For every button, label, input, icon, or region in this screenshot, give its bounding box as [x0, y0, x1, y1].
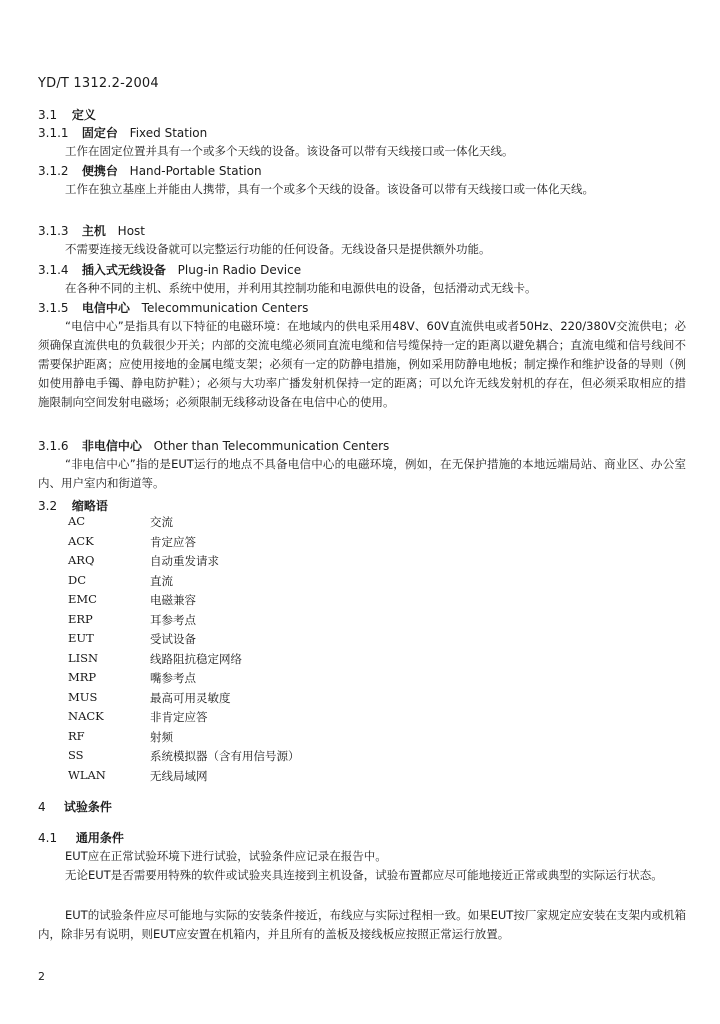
- section-title-en: Telecommunication Centers: [141, 301, 309, 315]
- section-title: 通用条件: [75, 831, 124, 845]
- abbreviation: EMC: [68, 592, 97, 606]
- section-title: 缩略语: [71, 499, 108, 513]
- abbreviation-row: [68, 729, 428, 749]
- heading-3-1-5: [38, 299, 308, 316]
- section-number: 3.1.5: [38, 301, 69, 315]
- heading-3-1: [38, 106, 104, 123]
- definition-text: 在各种不同的主机、系统中使用，并利用其控制功能和电源供电的设备，包括滑动式无线卡。: [65, 281, 537, 295]
- section-title-en: Hand-Portable Station: [129, 164, 262, 178]
- abbreviation-row: [68, 592, 428, 612]
- body-paragraph: EUT的试验条件应尽可能地与实际的安装条件接近，布线应与实际过程相一致。如果EUT按厂家规定应安装在支架内或机箱内，除非另有说明，则EUT应安置在机箱内，并且所有的盖板及接线板应按照正常运行放置。: [38, 908, 686, 941]
- abbreviation-meaning: 肯定应答: [150, 534, 196, 549]
- heading-3-2: [38, 497, 116, 514]
- section-title-en: Plug-in Radio Device: [177, 263, 302, 277]
- abbreviation-row: [68, 709, 428, 729]
- heading-4-1: [38, 829, 132, 846]
- section-title-en: Host: [117, 224, 145, 238]
- abbreviation-row: [68, 748, 428, 768]
- abbreviation-meaning: 耳参考点: [150, 612, 196, 627]
- heading-3-1-3: [38, 222, 145, 239]
- section-title: 试验条件: [63, 800, 112, 814]
- definition-text: “电信中心”是指具有以下特征的电磁环境：在地域内的供电采用48V、60V直流供电或者50Hz、220/380V交流供电；必须确保直流供电的负载很少开关；内部的交流电缆必须同直流电缆和信号缆保持一定的距离以避免耦合；直流电缆和信号线间不需要保护距离；应使用接地的金属电缆支架；必须有一定的防静电措施，例如采用防静电地板；制定操作和维护设备的导则（例如使用静电手镯、静电防护鞋）；必须与大功率广播发射机保持一定的距离；可以允许无线发射机的存在，但必须采取相应的措施限制向空间发射电磁场；必须限制无线移动设备在电信中心的使用。: [38, 319, 686, 409]
- section-number: 3.1.3: [38, 224, 69, 238]
- abbreviation-row: [68, 768, 428, 788]
- abbreviation: SS: [68, 748, 84, 762]
- abbreviation: ERP: [68, 611, 93, 626]
- abbreviation-meaning: 电磁兼容: [150, 593, 196, 607]
- abbreviation-meaning: 直流: [150, 573, 173, 588]
- abbreviation-meaning: 无线局域网: [150, 768, 208, 783]
- abbreviation: AC: [68, 514, 86, 528]
- abbreviation-meaning: 非肯定应答: [150, 710, 208, 724]
- abbreviation-meaning: 自动重发请求: [150, 554, 219, 568]
- section-number: 4.1: [38, 831, 58, 845]
- page-number: 2: [38, 970, 45, 983]
- definition-text: 不需要连接无线设备就可以完整运行功能的任何设备。无线设备只是提供额外功能。: [65, 242, 491, 256]
- body-paragraph: EUT应在正常试验环境下进行试验，试验条件应记录在报告中。: [65, 849, 387, 863]
- body-paragraph: 无论EUT是否需要用特殊的软件或试验夹具连接到主机设备，试验布置都应尽可能地接近正常或典型的实际运行状态。: [65, 868, 663, 882]
- section-title: 电信中心: [81, 301, 130, 315]
- abbreviation-row: [68, 651, 428, 671]
- abbreviation: RF: [68, 728, 85, 743]
- section-title-en: Fixed Station: [129, 126, 208, 140]
- section-number: 3.1.1: [38, 126, 69, 140]
- section-number: 3.2: [38, 499, 58, 513]
- abbreviation-row: [68, 514, 428, 534]
- abbreviation-row: [68, 534, 428, 554]
- abbreviation: LISN: [68, 650, 99, 665]
- abbreviation-meaning: 最高可用灵敏度: [150, 690, 231, 705]
- abbreviation: MRP: [68, 670, 97, 684]
- heading-3-1-2: [38, 162, 262, 179]
- section-title: 插入式无线设备: [81, 263, 166, 277]
- section-title: 便携台: [81, 164, 118, 178]
- definition-text: 工作在固定位置并具有一个或多个天线的设备。该设备可以带有天线接口或一体化天线。: [65, 144, 514, 158]
- heading-3-1-1: [38, 124, 207, 141]
- definition-text: 工作在独立基座上并能由人携带，具有一个或多个天线的设备。该设备可以带有天线接口或一体化天线。: [65, 182, 594, 196]
- abbreviation: ARQ: [68, 553, 95, 567]
- section-number: 4: [38, 800, 46, 814]
- abbreviation-meaning: 受试设备: [150, 632, 196, 646]
- abbreviation: MUS: [68, 689, 98, 704]
- abbreviation-meaning: 线路阻抗稳定网络: [150, 651, 242, 666]
- section-number: 3.1.4: [38, 263, 69, 277]
- standard-code: YD/T 1312.2-2004: [38, 76, 159, 91]
- abbreviation-row: [68, 612, 428, 632]
- section-title-en: Other than Telecommunication Centers: [153, 439, 390, 453]
- section-number: 3.1.2: [38, 164, 69, 178]
- abbreviation-row: [68, 573, 428, 593]
- abbreviation-meaning: 嘴参考点: [150, 671, 196, 685]
- section-number: 3.1.6: [38, 439, 69, 453]
- definition-text: “非电信中心”指的是EUT运行的地点不具备电信中心的电磁环境，例如，在无保护措施的本地远端局站、商业区、办公室内、用户室内和街道等。: [38, 457, 686, 490]
- section-title: 非电信中心: [81, 439, 142, 453]
- abbreviation-row: [68, 631, 428, 651]
- abbreviation: ACK: [68, 533, 94, 548]
- abbreviation: WLAN: [68, 767, 106, 782]
- abbreviation-row: [68, 670, 428, 690]
- section-title: 定义: [71, 108, 96, 122]
- section-number: 3.1: [38, 108, 58, 122]
- abbreviation-meaning: 射频: [150, 729, 173, 744]
- abbreviation-meaning: 交流: [150, 515, 173, 529]
- heading-3-1-6: [38, 437, 389, 454]
- abbreviation: NACK: [68, 709, 104, 723]
- section-title: 固定台: [81, 126, 118, 140]
- abbreviation-row: [68, 553, 428, 573]
- abbreviation-row: [68, 690, 428, 710]
- abbreviation: DC: [68, 572, 87, 587]
- abbreviation-list: [68, 514, 428, 787]
- heading-4: [38, 798, 120, 815]
- section-title: 主机: [81, 224, 106, 238]
- abbreviation-meaning: 系统模拟器（含有用信号源）: [150, 749, 300, 763]
- heading-3-1-4: [38, 261, 301, 278]
- abbreviation: EUT: [68, 631, 94, 645]
